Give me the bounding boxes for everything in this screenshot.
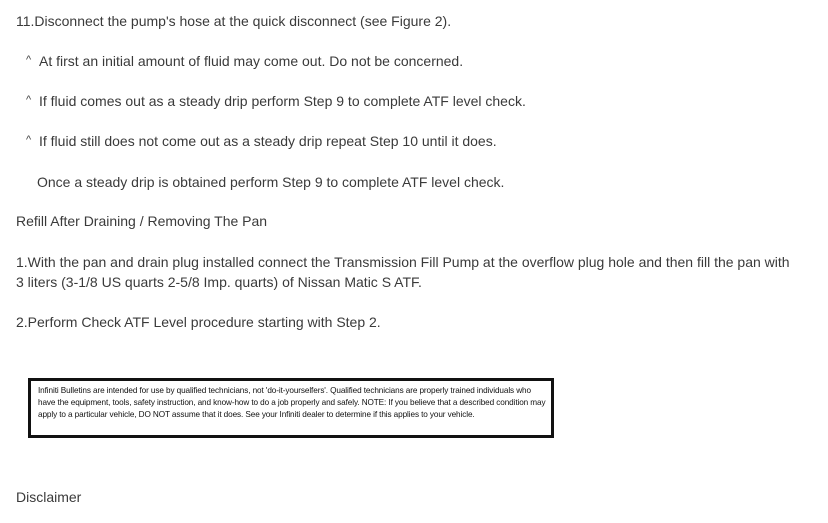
- notice-text: Infiniti Bulletins are intended for use by qualified technicians, not 'do-it-yourselfers'. Qualified technicians are properly trained individuals who have the equipment, tools, safety instruction, and know-how to do a job properly and safely. NOTE: If you believe that a described condition may apply to a particular vehicle, DO NOT assume that it does. See your Infiniti dealer to determine if this applies to your vehicle.: [38, 386, 546, 419]
- bullet-marker-icon: ^: [26, 134, 32, 146]
- bullet-item-1: At first an initial amount of fluid may come out. Do not be concerned.: [39, 53, 464, 69]
- bullet-item-3: If fluid still does not come out as a steady drip repeat Step 10 until it does.: [39, 133, 497, 149]
- step-11-text: 11.Disconnect the pump's hose at the quick disconnect (see Figure 2).: [16, 13, 452, 29]
- refill-step-1: 1.With the pan and drain plug installed connect the Transmission Fill Pump at the overflow plug hole and then fill the pan with 3 liters (3-1/8 US quarts 2-5/8 Imp. quarts) of Nissan Matic S ATF.: [16, 254, 790, 290]
- refill-step-2: 2.Perform Check ATF Level procedure starting with Step 2.: [16, 314, 381, 330]
- refill-heading: Refill After Draining / Removing The Pan: [16, 213, 268, 229]
- bullet-marker-icon: ^: [26, 94, 32, 106]
- disclaimer-link[interactable]: Disclaimer: [16, 489, 82, 505]
- bullet-marker-icon: ^: [26, 54, 32, 66]
- followup-text: Once a steady drip is obtained perform Step 9 to complete ATF level check.: [37, 174, 505, 190]
- bullet-item-2: If fluid comes out as a steady drip perform Step 9 to complete ATF level check.: [39, 93, 526, 109]
- notice-box: [28, 378, 554, 438]
